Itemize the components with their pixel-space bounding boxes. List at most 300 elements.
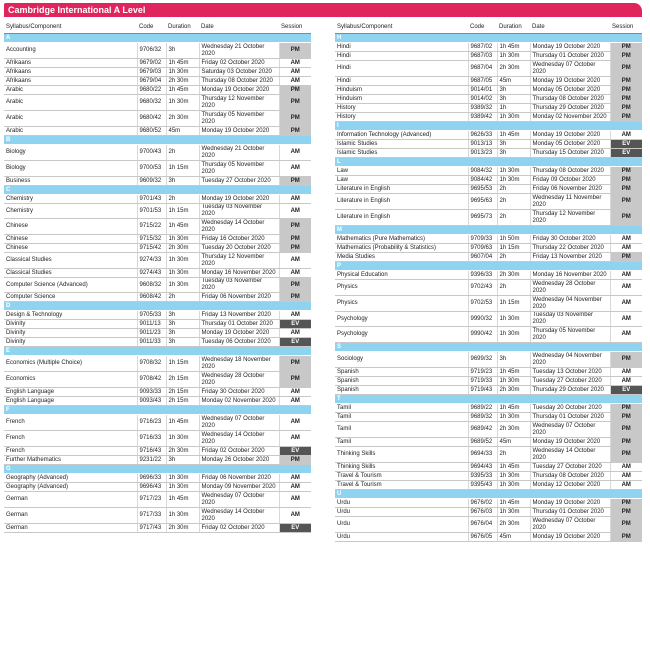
syllabus-cell: Design & Technology [4,311,137,320]
table-row [335,447,642,463]
code-cell: 9676/03 [468,508,497,517]
date-cell: Monday 02 November 2020 [199,397,279,406]
syllabus-cell: Tamil [335,404,468,413]
date-cell: Monday 19 October 2020 [530,131,610,140]
session-cell: EV [610,149,642,158]
session-cell: AM [610,481,642,490]
header-duration: Duration [166,21,199,34]
date-cell: Tuesday 13 October 2020 [530,368,610,377]
code-cell: 9687/04 [468,61,497,77]
section-letter-row [335,34,642,43]
code-cell: 9708/32 [137,356,166,372]
duration-cell: 1h 30m [166,235,199,244]
date-cell: Wednesday 28 October 2020 [530,280,610,296]
table-row [4,293,311,302]
table-row [335,404,642,413]
syllabus-cell: Arabic [4,95,137,111]
session-cell: AM [279,59,311,68]
duration-cell: 1h 30m [166,474,199,483]
date-cell: Thursday 05 November 2020 [530,327,610,343]
code-cell: 9990/32 [468,312,497,327]
date-cell: Tuesday 27 October 2020 [530,463,610,472]
session-cell: AM [279,397,311,406]
syllabus-cell: Chinese [4,219,137,235]
code-cell: 9680/42 [137,111,166,127]
date-cell: Tuesday 06 October 2020 [199,338,279,347]
duration-cell: 1h 30m [497,481,530,490]
duration-cell: 3h [166,320,199,329]
date-cell: Friday 02 October 2020 [199,59,279,68]
code-cell: 9696/43 [137,483,166,492]
duration-cell: 1h 30m [497,52,530,61]
duration-cell: 3h [166,338,199,347]
code-cell: 9700/43 [137,145,166,161]
code-cell: 9679/02 [137,59,166,68]
table-row [4,43,311,59]
session-cell: PM [610,113,642,122]
date-cell: Friday 13 November 2020 [530,253,610,262]
syllabus-cell: Biology [4,161,137,177]
section-letter-row [335,343,642,352]
session-cell: AM [279,269,311,278]
header-session: Session [610,21,642,34]
session-cell: PM [610,194,642,210]
table-row [335,244,642,253]
session-cell: AM [610,472,642,481]
table-row [4,77,311,86]
duration-cell: 45m [497,533,530,542]
table-row [335,472,642,481]
date-cell: Friday 13 November 2020 [199,311,279,320]
section-letter-row [335,122,642,131]
date-cell: Thursday 08 October 2020 [199,77,279,86]
section-letter: T [335,395,642,404]
code-cell: 9702/43 [468,280,497,296]
session-cell: AM [279,508,311,524]
duration-cell: 3h [497,352,530,368]
table-row [335,194,642,210]
date-cell: Wednesday 21 October 2020 [199,145,279,161]
duration-cell: 1h 30m [166,483,199,492]
table-row [335,438,642,447]
duration-cell: 1h 30m [166,95,199,111]
session-cell: PM [610,167,642,176]
date-cell: Monday 19 October 2020 [530,533,610,542]
section-letter-row [335,226,642,235]
section-letter: H [335,34,642,43]
session-cell: EV [279,524,311,533]
syllabus-cell: Chemistry [4,195,137,204]
page-title: Cambridge International A Level [8,5,146,15]
session-cell: PM [279,86,311,95]
duration-cell: 1h 15m [497,296,530,312]
duration-cell: 2h [497,210,530,226]
code-cell: 9679/03 [137,68,166,77]
code-cell: 9679/04 [137,77,166,86]
session-cell: AM [610,131,642,140]
syllabus-cell: Physical Education [335,271,468,280]
syllabus-cell: Arabic [4,86,137,95]
date-cell: Thursday 01 October 2020 [530,508,610,517]
session-cell: AM [279,431,311,447]
syllabus-cell: Law [335,167,468,176]
session-cell: AM [610,235,642,244]
table-row [335,533,642,542]
duration-cell: 2h 30m [497,517,530,533]
session-cell: PM [279,95,311,111]
date-cell: Tuesday 03 November 2020 [199,204,279,219]
duration-cell: 3h [497,86,530,95]
section-letter: E [4,347,311,356]
syllabus-cell: English Language [4,397,137,406]
code-cell: 9701/43 [137,195,166,204]
date-cell: Wednesday 14 October 2020 [199,219,279,235]
date-cell: Monday 19 October 2020 [199,195,279,204]
syllabus-cell: Islamic Studies [335,149,468,158]
table-row [4,253,311,269]
code-cell: 9395/43 [468,481,497,490]
syllabus-cell: Travel & Tourism [335,481,468,490]
duration-cell: 1h 30m [497,508,530,517]
syllabus-cell: Classical Studies [4,269,137,278]
duration-cell: 1h 30m [497,176,530,185]
syllabus-cell: Chemistry [4,204,137,219]
date-cell: Tuesday 27 October 2020 [199,177,279,186]
syllabus-cell: Urdu [335,517,468,533]
code-cell: 9687/02 [468,43,497,52]
code-cell: 9699/32 [468,352,497,368]
duration-cell: 1h 45m [497,404,530,413]
date-cell: Thursday 29 October 2020 [530,386,610,395]
session-cell: PM [610,517,642,533]
table-header-row [335,21,642,34]
date-cell: Thursday 01 October 2020 [199,320,279,329]
table-row [4,447,311,456]
table-row [4,388,311,397]
date-cell: Thursday 12 November 2020 [199,95,279,111]
duration-cell: 1h 30m [166,68,199,77]
date-cell: Friday 06 November 2020 [199,293,279,302]
code-cell: 9607/04 [468,253,497,262]
date-cell: Monday 16 November 2020 [199,269,279,278]
session-cell: PM [610,447,642,463]
section-letter-row [4,406,311,415]
syllabus-cell: Computer Science (Advanced) [4,278,137,293]
duration-cell: 2h 30m [497,271,530,280]
date-cell: Friday 30 October 2020 [199,388,279,397]
code-cell: 9694/33 [468,447,497,463]
duration-cell: 1h 30m [166,508,199,524]
date-cell: Tuesday 20 October 2020 [530,404,610,413]
table-row [335,413,642,422]
syllabus-cell: Spanish [335,368,468,377]
duration-cell: 2h [497,253,530,262]
syllabus-cell: Afrikaans [4,68,137,77]
section-letter: S [335,343,642,352]
date-cell: Monday 19 October 2020 [199,86,279,95]
table-row [4,68,311,77]
duration-cell: 1h 15m [166,356,199,372]
table-row [4,195,311,204]
syllabus-cell: Hindi [335,52,468,61]
syllabus-cell: Urdu [335,508,468,517]
code-cell: 9695/63 [468,194,497,210]
syllabus-cell: Islamic Studies [335,140,468,149]
duration-cell: 2h 30m [497,61,530,77]
code-cell: 9709/63 [468,244,497,253]
header-code: Code [468,21,497,34]
session-cell: AM [610,280,642,296]
session-cell: PM [610,210,642,226]
session-cell: AM [610,377,642,386]
date-cell: Monday 19 October 2020 [199,127,279,136]
session-cell: PM [610,77,642,86]
session-cell: AM [279,474,311,483]
session-cell: PM [610,508,642,517]
table-row [4,59,311,68]
duration-cell: 3h [166,311,199,320]
syllabus-cell: Law [335,176,468,185]
date-cell: Wednesday 07 October 2020 [530,422,610,438]
code-cell: 9717/23 [137,492,166,508]
syllabus-cell: History [335,113,468,122]
code-cell: 9609/32 [137,177,166,186]
session-cell: AM [279,77,311,86]
session-cell: PM [279,111,311,127]
code-cell: 9700/53 [137,161,166,177]
session-cell: PM [279,293,311,302]
table-row [335,176,642,185]
syllabus-cell: Biology [4,145,137,161]
section-letter: B [4,136,311,145]
duration-cell: 3h [166,177,199,186]
code-cell: 9701/53 [137,204,166,219]
code-cell: 9990/42 [468,327,497,343]
duration-cell: 3h [497,95,530,104]
table-row [335,113,642,122]
session-cell: AM [279,492,311,508]
duration-cell: 1h 50m [497,235,530,244]
date-cell: Wednesday 04 November 2020 [530,352,610,368]
session-cell: AM [279,161,311,177]
date-cell: Wednesday 14 October 2020 [530,447,610,463]
duration-cell: 2h 30m [166,77,199,86]
date-cell: Monday 19 October 2020 [199,329,279,338]
session-cell: AM [279,195,311,204]
table-row [4,269,311,278]
syllabus-cell: Hinduism [335,86,468,95]
code-cell: 9274/33 [137,253,166,269]
header-date: Date [199,21,279,34]
code-cell: 9716/23 [137,415,166,431]
table-row [4,524,311,533]
syllabus-cell: Chinese [4,244,137,253]
section-letter-row [335,158,642,167]
date-cell: Monday 09 November 2020 [199,483,279,492]
date-cell: Wednesday 11 November 2020 [530,194,610,210]
section-letter: U [335,490,642,499]
section-letter: M [335,226,642,235]
duration-cell: 1h 45m [166,219,199,235]
table-row [335,517,642,533]
date-cell: Wednesday 18 November 2020 [199,356,279,372]
syllabus-cell: Urdu [335,499,468,508]
code-cell: 9395/33 [468,472,497,481]
date-cell: Friday 06 November 2020 [199,474,279,483]
header-syllabus: Syllabus/Component [335,21,468,34]
duration-cell: 2h 15m [166,388,199,397]
section-letter: L [335,158,642,167]
session-cell: PM [279,127,311,136]
duration-cell: 1h 45m [166,59,199,68]
table-row [335,167,642,176]
duration-cell: 1h 30m [497,312,530,327]
table-row [335,312,642,327]
table-row [335,235,642,244]
table-body [335,34,642,542]
table-header-row [4,21,311,34]
section-letter-row [4,465,311,474]
syllabus-cell: Divinity [4,338,137,347]
session-cell: AM [610,271,642,280]
header-session: Session [279,21,311,34]
code-cell: 9717/43 [137,524,166,533]
duration-cell: 1h 30m [166,253,199,269]
code-cell: 9706/32 [137,43,166,59]
duration-cell: 1h 45m [497,499,530,508]
duration-cell: 1h 45m [166,492,199,508]
session-cell: PM [610,104,642,113]
duration-cell: 1h 30m [497,472,530,481]
table-row [4,177,311,186]
session-cell: PM [610,185,642,194]
syllabus-cell: Geography (Advanced) [4,474,137,483]
table-row [335,463,642,472]
syllabus-cell: History [335,104,468,113]
syllabus-cell: Arabic [4,127,137,136]
table-row [4,235,311,244]
syllabus-cell: German [4,508,137,524]
section-letter: I [335,122,642,131]
session-cell: AM [610,244,642,253]
section-letter-row [335,395,642,404]
syllabus-cell: Thinking Skills [335,463,468,472]
table-row [335,61,642,77]
duration-cell: 2h [497,447,530,463]
code-cell: 9689/32 [468,413,497,422]
code-cell: 9717/33 [137,508,166,524]
date-cell: Wednesday 14 October 2020 [199,508,279,524]
duration-cell: 2h [497,194,530,210]
session-cell: AM [279,311,311,320]
code-cell: 9716/43 [137,447,166,456]
table-row [4,311,311,320]
code-cell: 9396/33 [468,271,497,280]
syllabus-cell: Hindi [335,43,468,52]
header-date: Date [530,21,610,34]
session-cell: PM [610,86,642,95]
table-row [335,508,642,517]
code-cell: 9084/42 [468,176,497,185]
syllabus-cell: Literature in English [335,194,468,210]
page-banner [4,3,642,17]
table-row [4,338,311,347]
table-row [4,483,311,492]
duration-cell: 3h [497,149,530,158]
date-cell: Monday 05 October 2020 [530,86,610,95]
syllabus-cell: Mathematics (Probability & Statistics) [335,244,468,253]
session-cell: PM [279,278,311,293]
syllabus-cell: French [4,415,137,431]
date-cell: Thursday 29 October 2020 [530,104,610,113]
syllabus-cell: Classical Studies [4,253,137,269]
session-cell: PM [279,372,311,388]
code-cell: 9676/04 [468,517,497,533]
syllabus-cell: Economics [4,372,137,388]
session-cell: PM [610,61,642,77]
section-letter: P [335,262,642,271]
table-row [4,329,311,338]
syllabus-cell: German [4,524,137,533]
code-cell: 9389/32 [468,104,497,113]
code-cell: 9687/05 [468,77,497,86]
table-row [335,377,642,386]
syllabus-cell: Afrikaans [4,59,137,68]
table-row [4,127,311,136]
code-cell: 9689/22 [468,404,497,413]
table-row [4,474,311,483]
syllabus-cell: Business [4,177,137,186]
session-cell: PM [279,356,311,372]
session-cell: PM [279,235,311,244]
table-row [335,271,642,280]
duration-cell: 1h 30m [166,431,199,447]
date-cell: Wednesday 07 October 2020 [530,517,610,533]
date-cell: Thursday 08 October 2020 [530,472,610,481]
session-cell: AM [610,327,642,343]
date-cell: Thursday 22 October 2020 [530,244,610,253]
date-cell: Friday 09 October 2020 [530,176,610,185]
code-cell: 9013/23 [468,149,497,158]
table-row [335,386,642,395]
code-cell: 9705/33 [137,311,166,320]
duration-cell: 3h [166,456,199,465]
header-syllabus: Syllabus/Component [4,21,137,34]
syllabus-cell: Tamil [335,422,468,438]
session-cell: AM [279,388,311,397]
date-cell: Monday 19 October 2020 [530,499,610,508]
code-cell: 9689/42 [468,422,497,438]
syllabus-cell: Urdu [335,533,468,542]
code-cell: 9694/43 [468,463,497,472]
code-cell: 9689/52 [468,438,497,447]
syllabus-cell: Chinese [4,235,137,244]
date-cell: Monday 16 November 2020 [530,271,610,280]
timetable-right [335,21,642,542]
code-cell: 9676/05 [468,533,497,542]
session-cell: AM [279,329,311,338]
date-cell: Monday 19 October 2020 [530,438,610,447]
session-cell: EV [279,338,311,347]
syllabus-cell: English Language [4,388,137,397]
code-cell: 9093/33 [137,388,166,397]
code-cell: 9676/02 [468,499,497,508]
duration-cell: 1h 30m [497,113,530,122]
session-cell: PM [610,95,642,104]
table-row [4,204,311,219]
code-cell: 9715/22 [137,219,166,235]
table-row [335,149,642,158]
